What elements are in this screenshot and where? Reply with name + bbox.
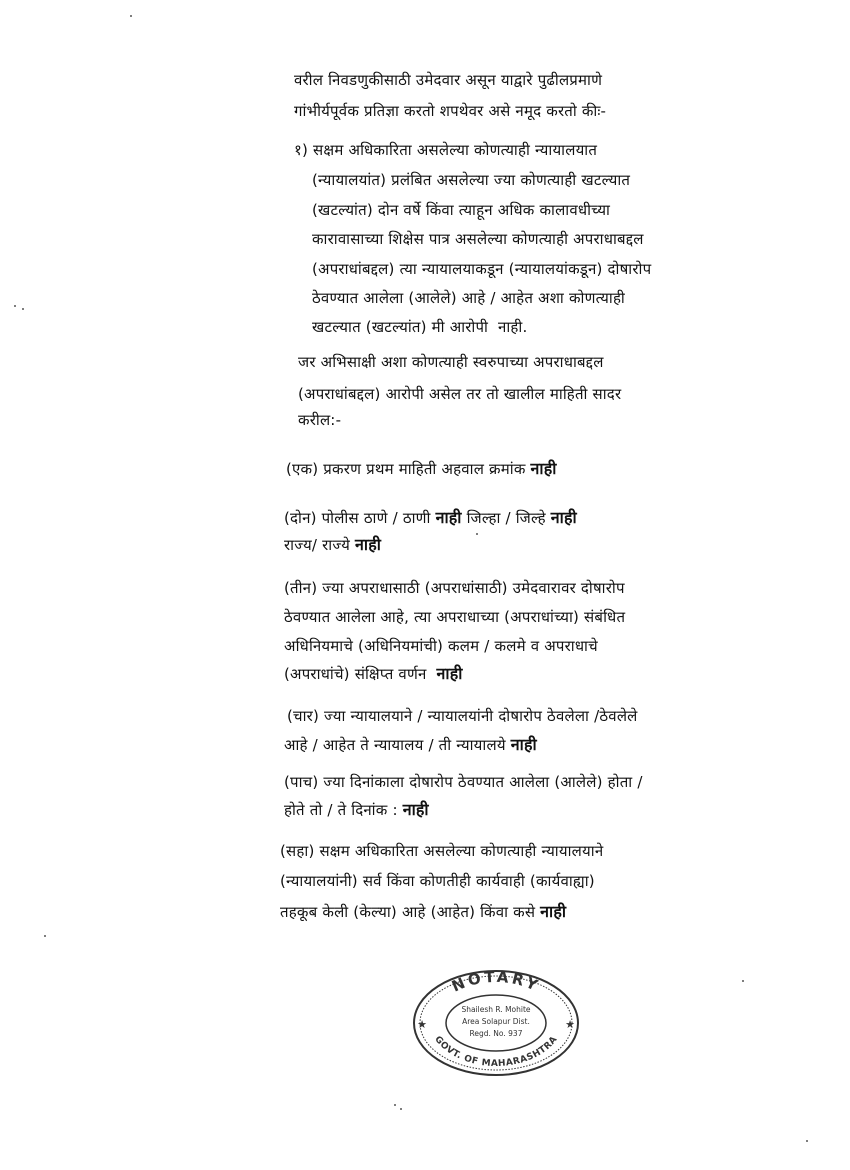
item-don-line-2 (284, 535, 381, 555)
item-saha-line-3 (280, 902, 566, 922)
scan-speck (742, 980, 744, 982)
item-saha-line-1: (सहा) सक्षम अधिकारिता असलेल्या कोणत्याही न्यायालयाने (280, 842, 604, 860)
item-don-line-1 (284, 508, 577, 528)
item-pach-answer: नाही (402, 800, 429, 819)
item-teen-text: (अपराधांचे) संक्षिप्त वर्णन (284, 665, 427, 683)
item-teen-line-4 (284, 664, 463, 684)
intro-line-1: वरील निवडणुकीसाठी उमेदवार असून याद्वारे पुढीलप्रमाणे (294, 71, 603, 89)
notary-stamp (410, 968, 582, 1078)
clause1-line-6: ठेवण्यात आलेला (आलेले) आहे / आहेत अशा कोणत्याही (312, 289, 625, 307)
clause1-answer: नाही. (498, 318, 528, 336)
scan-speck (400, 1108, 402, 1110)
item-teen-line-1: (तीन) ज्या अपराधासाठी (अपराधांसाठी) उमेदवारावर दोषारोप (284, 579, 625, 597)
clause1-line-7 (312, 317, 527, 337)
clause1-line-4: कारावासाच्या शिक्षेस पात्र असलेल्या कोणत्याही अपराधाबद्दल (312, 230, 644, 248)
stamp-star-left-icon: ★ (417, 1018, 427, 1031)
item-char-line-1: (चार) ज्या न्यायालयाने / न्यायालयांनी दोषारोप ठेवलेला /ठेवलेले (287, 707, 638, 725)
item-char-answer: नाही (510, 735, 537, 754)
item-teen-answer: नाही (436, 664, 463, 683)
conditional-line-2: (अपराधांबद्दल) आरोपी असेल तर तो खालील माहिती सादर (298, 385, 622, 403)
item-don-answer-2: नाही (550, 508, 577, 527)
conditional-line-1: जर अभिसाक्षी अशा कोणत्याही स्वरुपाच्या अपराधाबद्दल (298, 353, 604, 371)
stamp-center-line-1: Shailesh R. Mohite (461, 1005, 531, 1014)
item-teen-line-3: अधिनियमाचे (अधिनियमांची) कलम / कलमे व अपराधाचे (284, 637, 598, 655)
scan-speck (22, 308, 24, 310)
scan-speck (130, 15, 132, 17)
clause1-line-7-text: खटल्यात (खटल्यांत) मी आरोपी (312, 318, 489, 336)
item-ek (286, 459, 557, 479)
item-don-text-1: (दोन) पोलीस ठाणे / ठाणी (284, 509, 431, 527)
item-teen-line-2: ठेवण्यात आलेला आहे, त्या अपराधाच्या (अपराधांच्या) संबंधित (284, 608, 626, 626)
stamp-center-line-3: Regd. No. 937 (469, 1029, 523, 1038)
item-don-text-3: राज्य/ राज्ये (284, 536, 351, 554)
item-saha-line-2: (न्यायालयांनी) सर्व किंवा कोणतीही कार्यवाही (कार्यवाह्या) (280, 872, 595, 890)
scan-speck (394, 1104, 396, 1106)
item-pach-text: होते तो / ते दिनांक : (284, 801, 398, 819)
scan-speck (44, 935, 46, 937)
item-don-answer-1: नाही (435, 508, 462, 527)
clause1-line-1: १) सक्षम अधिकारिता असलेल्या कोणत्याही न्यायालयात (294, 141, 598, 159)
stamp-star-right-icon: ★ (565, 1018, 575, 1031)
clause1-line-5: (अपराधांबद्दल) त्या न्यायालयाकडून (न्यायालयांकडून) दोषारोप (312, 260, 652, 278)
item-ek-answer: नाही (530, 459, 557, 478)
stamp-bottom-text: GOVT. OF MAHARASHTRA (432, 1034, 560, 1070)
conditional-line-3: करील:- (298, 411, 342, 429)
clause1-line-3: (खटल्यांत) दोन वर्षे किंवा त्याहून अधिक कालावधीच्या (312, 201, 611, 219)
scan-speck (14, 305, 16, 307)
stamp-center-line-2: Area Solapur Dist. (462, 1017, 530, 1026)
scan-speck (806, 1140, 808, 1142)
item-pach-line-2 (284, 800, 429, 820)
clause1-line-2: (न्यायालयांत) प्रलंबित असलेल्या ज्या कोणत्याही खटल्यात (312, 171, 631, 189)
item-saha-text: तहकूब केली (केल्या) आहे (आहेत) किंवा कसे (280, 903, 536, 921)
item-don-text-2: जिल्हा / जिल्हे (466, 509, 546, 527)
item-saha-answer: नाही (540, 902, 567, 921)
item-pach-line-1: (पाच) ज्या दिनांकाला दोषारोप ठेवण्यात आलेला (आलेले) होता / (284, 773, 643, 791)
intro-line-2: गांभीर्यपूर्वक प्रतिज्ञा करतो शपथेवर असे नमूद करतो कीः- (294, 102, 607, 120)
item-char-line-2 (284, 735, 537, 755)
scan-speck (476, 533, 478, 535)
item-don-answer-3: नाही (355, 535, 382, 554)
item-ek-text: (एक) प्रकरण प्रथम माहिती अहवाल क्रमांक (286, 460, 526, 478)
item-char-text: आहे / आहेत ते न्यायालय / ती न्यायालये (284, 736, 506, 754)
stamp-top-text: NOTARY (449, 968, 543, 996)
